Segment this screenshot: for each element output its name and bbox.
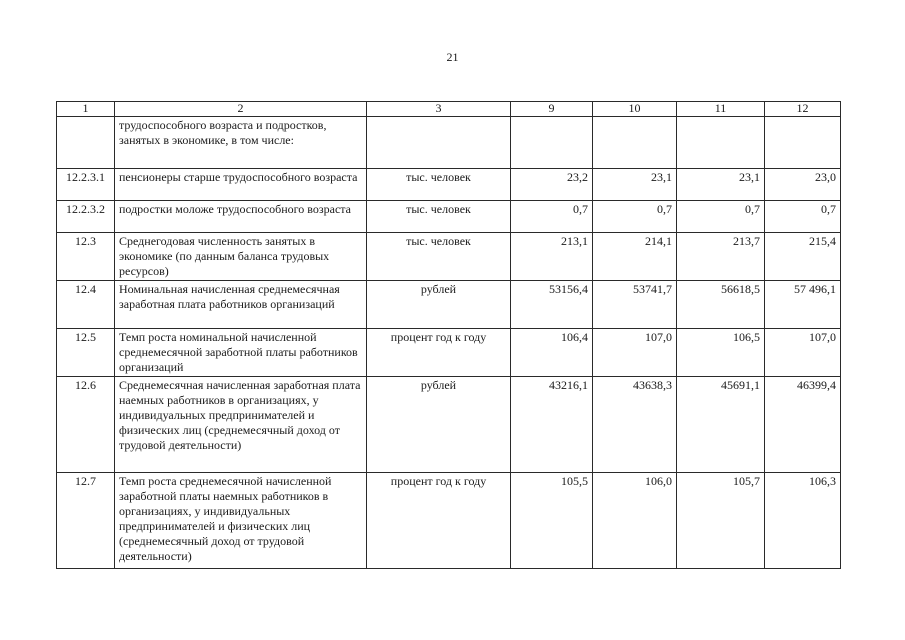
table-row (57, 201, 841, 233)
row-name: Среднегодовая численность занятых в экономике (по данным баланса трудовых ресурсов) (115, 233, 367, 281)
row-value: 213,7 (677, 233, 765, 281)
table-row (57, 169, 841, 201)
row-value: 0,7 (593, 201, 677, 233)
row-value: 213,1 (511, 233, 593, 281)
row-value: 23,1 (677, 169, 765, 201)
table-header-row (57, 102, 841, 117)
row-value: 105,5 (511, 473, 593, 569)
row-value: 107,0 (765, 329, 841, 377)
row-code: 12.7 (57, 473, 115, 569)
row-value: 57 496,1 (765, 281, 841, 329)
row-value: 0,7 (677, 201, 765, 233)
row-value (511, 117, 593, 169)
row-code: 12.6 (57, 377, 115, 473)
row-value: 106,3 (765, 473, 841, 569)
row-unit: тыс. человек (367, 169, 511, 201)
row-value: 106,4 (511, 329, 593, 377)
column-header: 10 (593, 102, 677, 117)
row-value: 53741,7 (593, 281, 677, 329)
row-code (57, 117, 115, 169)
row-unit: тыс. человек (367, 233, 511, 281)
row-value: 46399,4 (765, 377, 841, 473)
table-row (57, 377, 841, 473)
column-header: 12 (765, 102, 841, 117)
row-name: трудоспособного возраста и подростков, занятых в экономике, в том числе: (115, 117, 367, 169)
row-unit: тыс. человек (367, 201, 511, 233)
row-value: 56618,5 (677, 281, 765, 329)
row-value: 106,0 (593, 473, 677, 569)
row-unit: рублей (367, 281, 511, 329)
row-name: пенсионеры старше трудоспособного возраста (115, 169, 367, 201)
column-header: 11 (677, 102, 765, 117)
row-value: 43638,3 (593, 377, 677, 473)
page-number: 21 (446, 50, 459, 64)
row-value (593, 117, 677, 169)
row-code: 12.4 (57, 281, 115, 329)
row-unit (367, 117, 511, 169)
row-value: 105,7 (677, 473, 765, 569)
row-code: 12.3 (57, 233, 115, 281)
table-row (57, 473, 841, 569)
row-name: Среднемесячная начисленная заработная плата наемных работников в организациях, у индивидуальных предпринимателей и физических лиц (среднемесячный доход от трудовой деятельности) (115, 377, 367, 473)
table-row (57, 117, 841, 169)
row-name: подростки моложе трудоспособного возраста (115, 201, 367, 233)
row-code: 12.2.3.2 (57, 201, 115, 233)
row-name: Темп роста среднемесячной начисленной заработной платы наемных работников в организациях, у индивидуальных предпринимателей и физических лиц (среднемесячный доход от трудовой деятельности) (115, 473, 367, 569)
table-row (57, 281, 841, 329)
row-value: 23,2 (511, 169, 593, 201)
column-header: 1 (57, 102, 115, 117)
row-value: 0,7 (511, 201, 593, 233)
row-name: Номинальная начисленная среднемесячная заработная плата работников организаций (115, 281, 367, 329)
data-table (56, 101, 841, 569)
row-name: Темп роста номинальной начисленной среднемесячной заработной платы работников организаций (115, 329, 367, 377)
column-header: 2 (115, 102, 367, 117)
row-value: 106,5 (677, 329, 765, 377)
row-value: 53156,4 (511, 281, 593, 329)
row-value (765, 117, 841, 169)
row-value: 43216,1 (511, 377, 593, 473)
row-unit: процент год к году (367, 473, 511, 569)
row-value: 215,4 (765, 233, 841, 281)
table-row (57, 329, 841, 377)
row-value: 45691,1 (677, 377, 765, 473)
row-value: 107,0 (593, 329, 677, 377)
table-row (57, 233, 841, 281)
row-unit: рублей (367, 377, 511, 473)
row-value: 23,0 (765, 169, 841, 201)
row-value: 214,1 (593, 233, 677, 281)
column-header: 3 (367, 102, 511, 117)
row-code: 12.2.3.1 (57, 169, 115, 201)
column-header: 9 (511, 102, 593, 117)
row-value: 23,1 (593, 169, 677, 201)
row-value: 0,7 (765, 201, 841, 233)
row-value (677, 117, 765, 169)
row-code: 12.5 (57, 329, 115, 377)
row-unit: процент год к году (367, 329, 511, 377)
